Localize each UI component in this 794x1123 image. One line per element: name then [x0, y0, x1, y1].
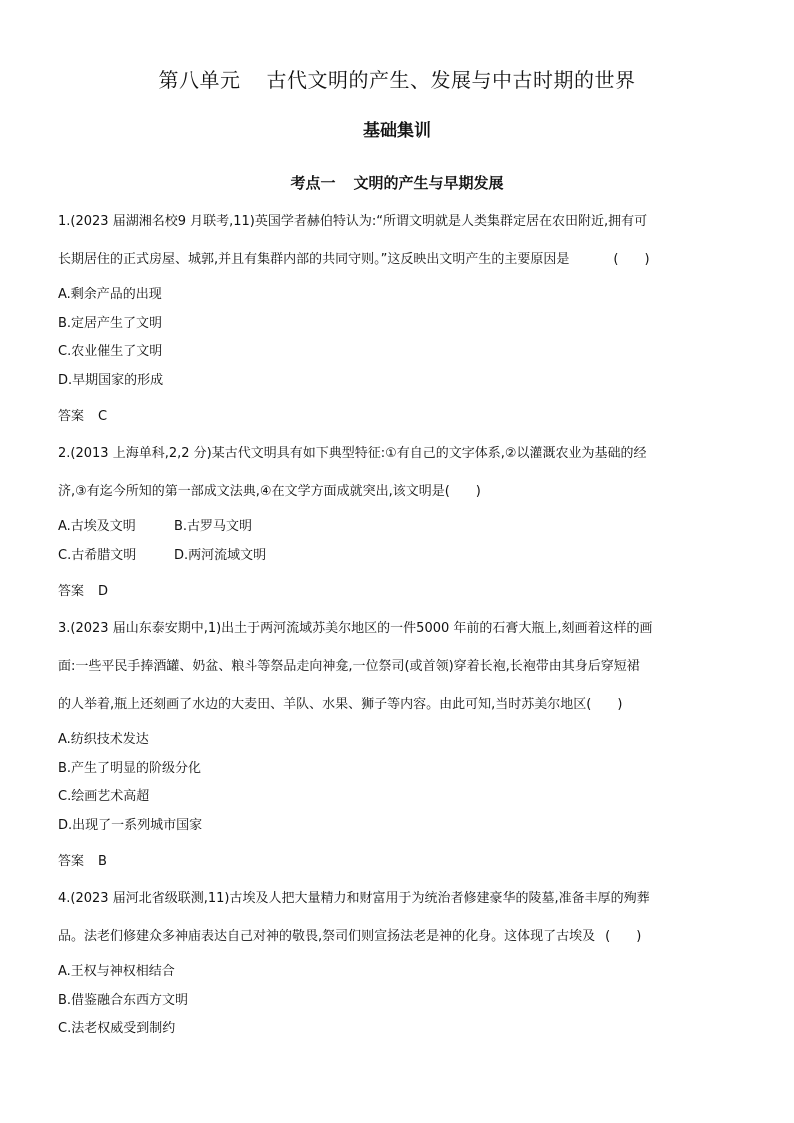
unit-title	[0, 64, 794, 93]
option-c: C.农业催生了文明	[58, 344, 163, 359]
option-c: C.古希腊文明	[58, 547, 137, 563]
option-list	[58, 958, 738, 1044]
question-4	[58, 889, 738, 1044]
answer-value: C	[98, 409, 108, 424]
option-d: D.出现了一系列城市国家	[58, 817, 203, 833]
option-b: B.产生了明显的阶级分化	[58, 760, 202, 776]
question-text-line: 品。法老们修建众多神庙表达自己对神的敬畏,祭司们则宣扬法老是神的化身。这体现了古埃及 ( )	[58, 929, 642, 944]
option-b: B.借鉴融合东西方文明	[58, 992, 189, 1008]
unit-number: 第八单元	[158, 68, 241, 92]
option-list	[58, 281, 738, 395]
option-list	[58, 513, 738, 570]
option-d: D.早期国家的形成	[58, 372, 164, 388]
option-a: A.纺织技术发达	[58, 732, 149, 747]
subtitle: 基础集训	[363, 121, 431, 141]
question-text-line: 1.(2023 届湖湘名校9 月联考,11)英国学者赫伯特认为:“所谓文明就是人类集群定居在农田附近,拥有可	[58, 214, 648, 229]
section-heading	[0, 172, 794, 193]
section-title: 文明的产生与早期发展	[353, 174, 504, 192]
option-row	[58, 513, 738, 542]
question-text-line: 的人举着,瓶上还刻画了水边的大麦田、羊队、水果、狮子等内容。由此可知,当时苏美尔地区( )	[58, 697, 623, 712]
option-d: D.两河流域文明	[174, 547, 267, 563]
option-a: A.剩余产品的出现	[58, 287, 162, 302]
question-text-line: 4.(2023 届河北省级联测,11)古埃及人把大量精力和财富用于为统治者修建豪华的陵墓,准备丰厚的殉葬	[58, 891, 650, 906]
question-list	[58, 212, 738, 1062]
option-a: A.古埃及文明	[58, 519, 136, 534]
option-c: C.绘画艺术高超	[58, 789, 150, 804]
question-text-line: 济,③有迄今所知的第一部成文法典,④在文学方面成就突出,该文明是( )	[58, 484, 481, 499]
answer-value: D	[98, 584, 109, 599]
question-3	[58, 619, 738, 871]
question-text-line: 2.(2013 上海单科,2,2 分)某古代文明具有如下典型特征:①有自己的文字体系,②以灌溉农业为基础的经	[58, 446, 647, 461]
option-a: A.王权与神权相结合	[58, 964, 175, 979]
option-b: B.古罗马文明	[174, 519, 253, 534]
answer-line	[58, 852, 738, 871]
answer-blank: ( )	[605, 929, 642, 944]
question-text-line: 3.(2023 届山东泰安期中,1)出土于两河流域苏美尔地区的一件5000 年前的石膏大瓶上,刻画着这样的画	[58, 621, 653, 636]
answer-blank: ( )	[586, 697, 623, 712]
answer-blank: ( )	[444, 484, 481, 499]
question-1	[58, 212, 738, 426]
answer-line	[58, 582, 738, 601]
option-row	[58, 542, 738, 571]
answer-blank: ( )	[613, 252, 650, 267]
answer-label: 答案	[58, 409, 85, 424]
question-text-line: 长期居住的正式房屋、城郭,并且有集群内部的共同守则。”这反映出文明产生的主要原因是 ( )	[58, 252, 650, 267]
option-list	[58, 726, 738, 840]
unit-title-text: 古代文明的产生、发展与中古时期的世界	[266, 68, 636, 92]
answer-label: 答案	[58, 854, 85, 869]
section-number: 考点一	[290, 174, 336, 192]
question-2	[58, 444, 738, 601]
answer-value: B	[98, 854, 107, 869]
answer-label: 答案	[58, 584, 85, 599]
option-c: C.法老权威受到制约	[58, 1021, 176, 1036]
question-text-line: 面:一些平民手捧酒罐、奶盆、粮斗等祭品走向神龛,一位祭司(或首领)穿着长袍,长袍带由其身后穿短裙	[58, 659, 640, 674]
answer-line	[58, 407, 738, 426]
option-b: B.定居产生了文明	[58, 315, 163, 331]
